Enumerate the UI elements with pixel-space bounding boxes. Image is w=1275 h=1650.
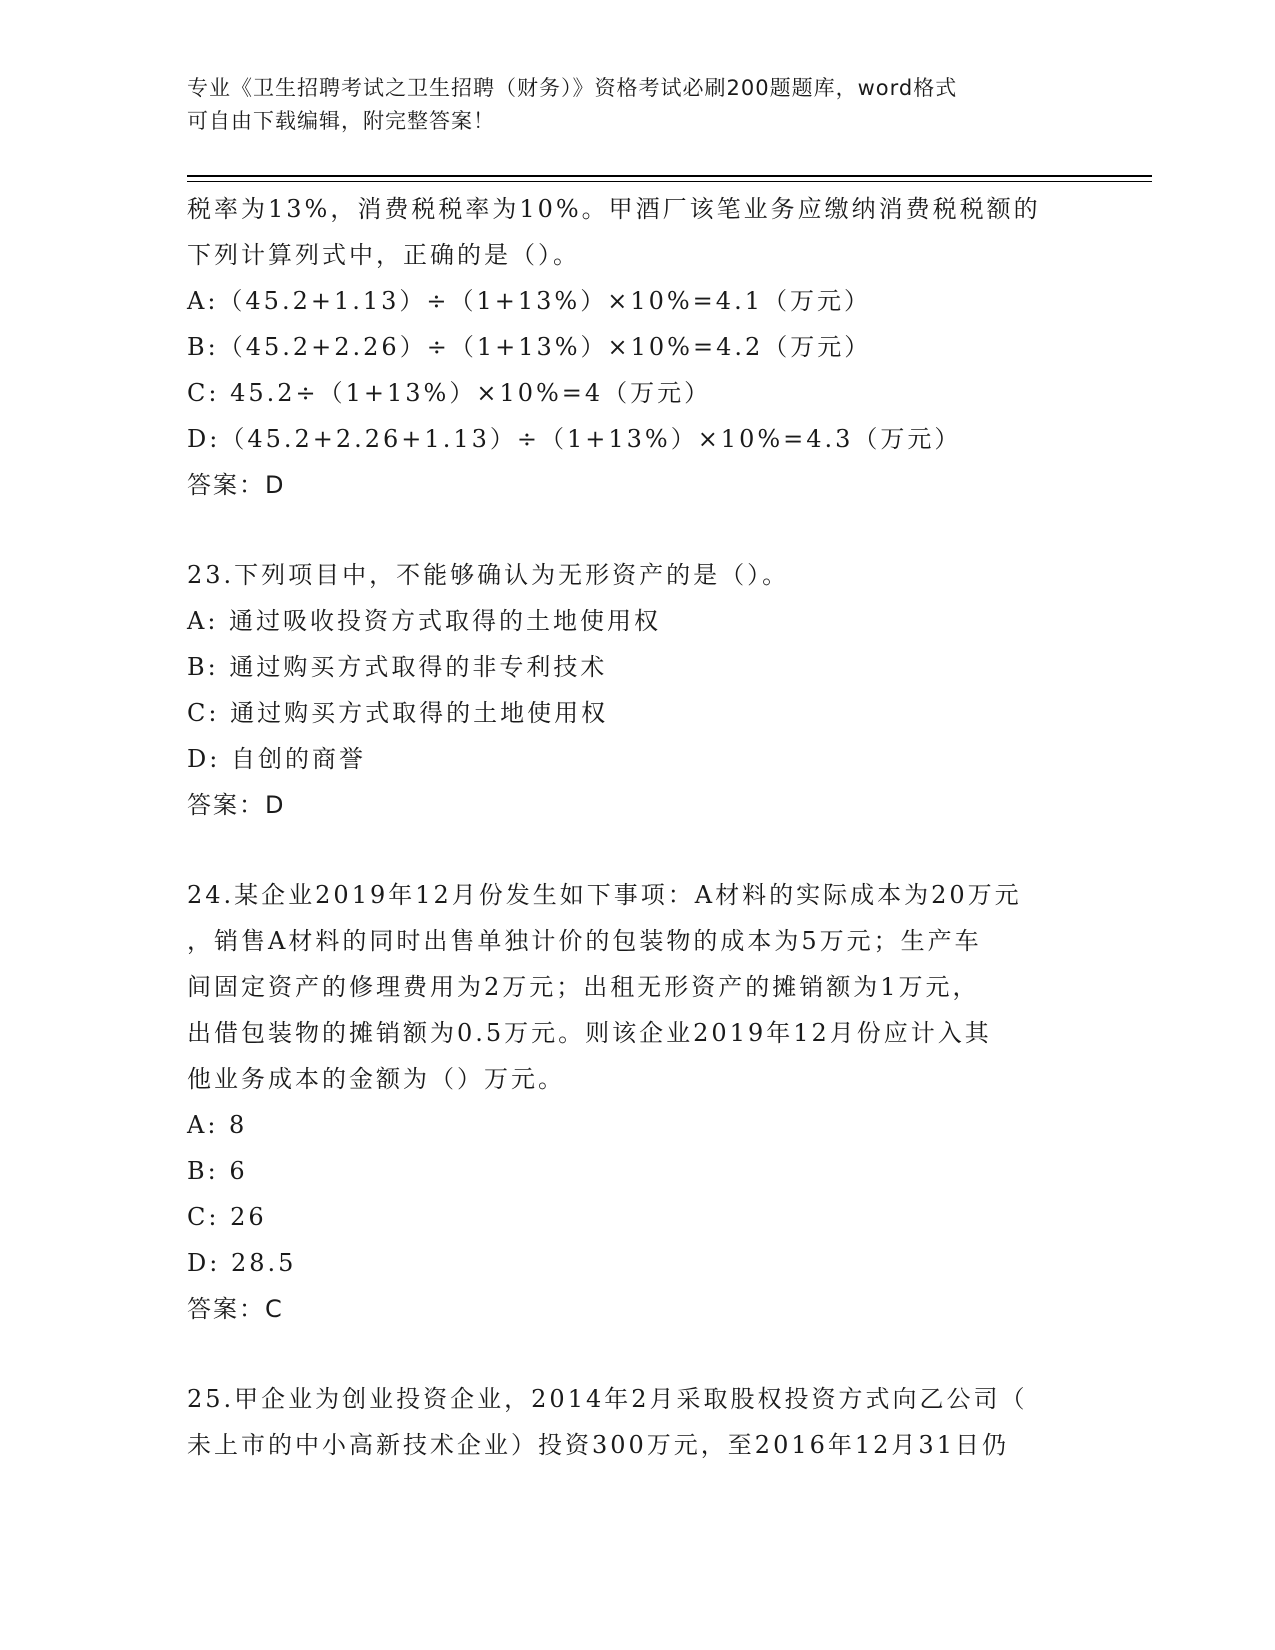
question-stem-line: 间固定资产的修理费用为2万元；出租无形资产的摊销额为1万元， (187, 973, 980, 1001)
header-divider-thick (187, 175, 1152, 177)
question-stem-line: 25.甲企业为创业投资企业，2014年2月采取股权投资方式向乙公司（ (187, 1385, 1028, 1413)
answer-line: 答案：D (187, 471, 286, 499)
question-stem-line: 下列计算列式中，正确的是（）。 (187, 241, 580, 269)
option-c: C: 26 (187, 1203, 267, 1231)
option-c: C: 通过购买方式取得的土地使用权 (187, 699, 609, 727)
header-line-1: 专业《卫生招聘考试之卫生招聘（财务）》资格考试必刷200题题库，word格式 (187, 76, 958, 100)
option-c: C: 45.2÷（1+13%）×10%=4（万元） (187, 379, 712, 407)
option-a: A: 8 (187, 1111, 248, 1139)
option-d: D: 28.5 (187, 1249, 297, 1277)
option-d: D:（45.2+2.26+1.13）÷（1+13%）×10%=4.3（万元） (187, 425, 962, 453)
question-stem-line: ，销售A材料的同时出售单独计价的包装物的成本为5万元；生产车 (187, 927, 982, 955)
question-spacer (187, 1332, 1087, 1376)
header-divider-thin (187, 181, 1152, 182)
question-stem-line: 24.某企业2019年12月份发生如下事项：A材料的实际成本为20万元 (187, 881, 1022, 909)
option-b: B:（45.2+2.26）÷（1+13%）×10%=4.2（万元） (187, 333, 872, 361)
question-25 (187, 1376, 1087, 1468)
question-stem-line: 出借包装物的摊销额为0.5万元。则该企业2019年12月份应计入其 (187, 1019, 992, 1047)
question-22 (187, 186, 1087, 508)
option-a: A:（45.2+1.13）÷（1+13%）×10%=4.1（万元） (187, 287, 871, 315)
answer-line: 答案：D (187, 791, 286, 819)
answer-line: 答案：C (187, 1295, 284, 1323)
question-spacer (187, 828, 1087, 872)
question-24 (187, 872, 1087, 1332)
option-a: A: 通过吸收投资方式取得的土地使用权 (187, 607, 662, 635)
question-23 (187, 552, 1087, 828)
option-b: B: 通过购买方式取得的非专利技术 (187, 653, 608, 681)
question-stem-line: 23.下列项目中，不能够确认为无形资产的是（）。 (187, 561, 790, 589)
question-stem-line: 他业务成本的金额为（）万元。 (187, 1065, 565, 1093)
option-d: D: 自创的商誉 (187, 745, 366, 773)
header-line-2: 可自由下载编辑，附完整答案！ (187, 109, 495, 133)
document-body (187, 186, 1087, 1468)
option-b: B: 6 (187, 1157, 248, 1185)
question-stem-line: 税率为13%，消费税税率为10%。甲酒厂该笔业务应缴纳消费税税额的 (187, 195, 1041, 223)
question-spacer (187, 508, 1087, 552)
question-stem-line: 未上市的中小高新技术企业）投资300万元，至2016年12月31日仍 (187, 1431, 1009, 1459)
document-header (187, 72, 1087, 138)
